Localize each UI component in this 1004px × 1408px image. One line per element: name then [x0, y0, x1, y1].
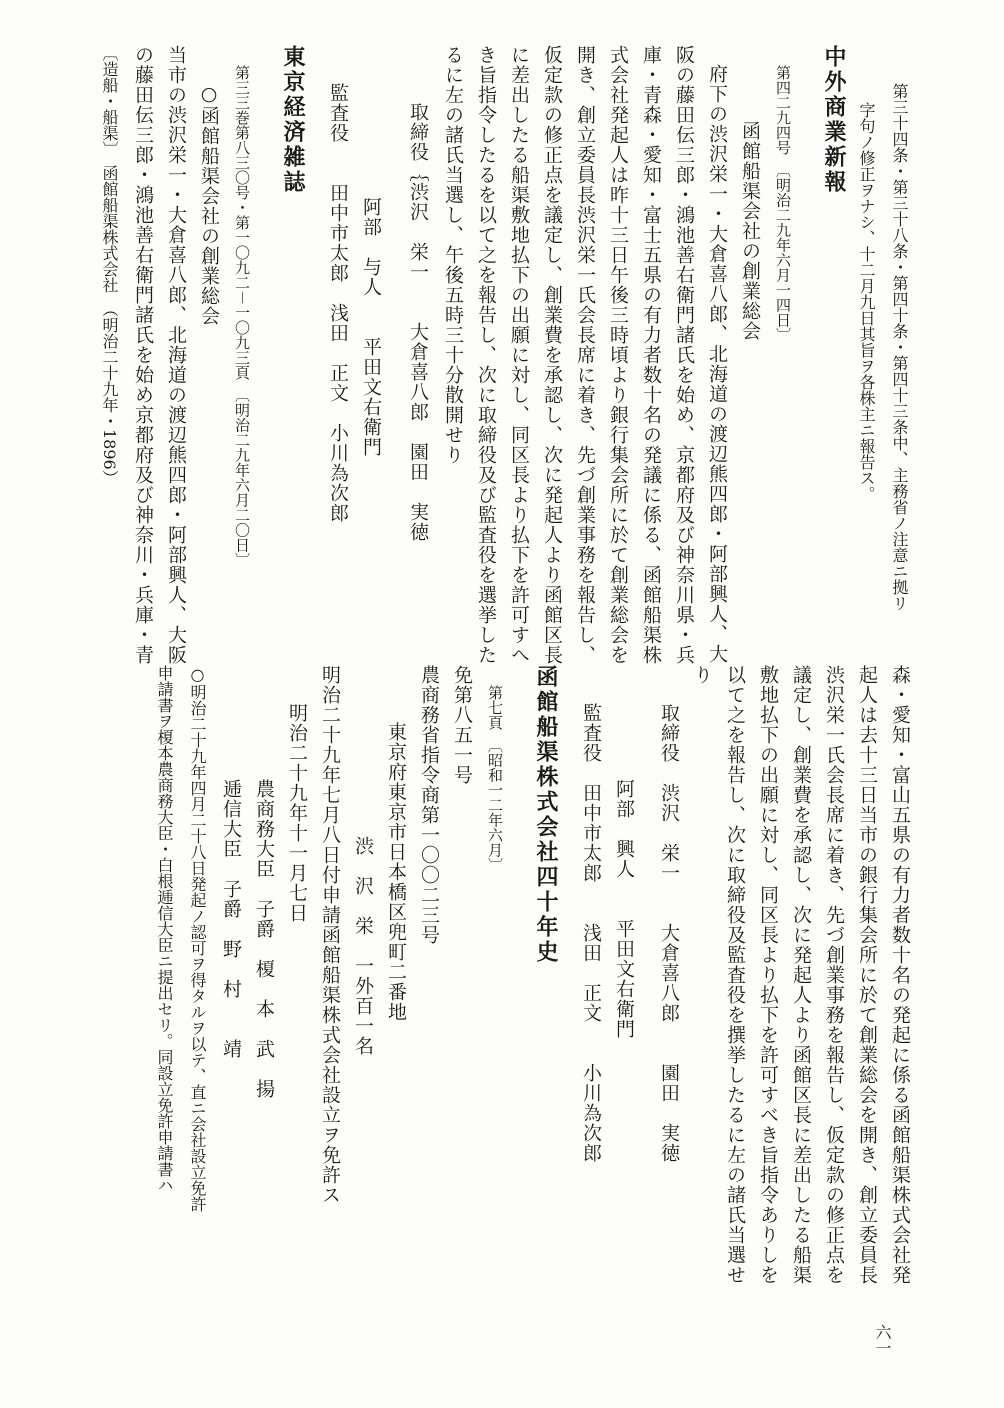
source1-body-line: るに左の諸氏当選し、午後五時三十分散開せり	[442, 45, 464, 465]
source1-body-line: 式会社発起人は昨十三日午後三時頃より銀行集会所に於て創業総会を	[607, 45, 629, 665]
page-number: 六一	[873, 1324, 892, 1356]
cont-body-line: り	[691, 665, 713, 685]
applicant-name: 渋 沢 栄 一外百一名	[352, 836, 374, 1056]
bottom-auditors: 監査役 田中市太郎 浅田 正文 小川為次郎	[580, 703, 602, 1163]
source1-body-line: 仮定款の修正点を議定し、創業費を承認し、次に発起人より函館区長	[541, 45, 563, 665]
applicant-address: 東京府東京市日本橋区兜町二番地	[385, 722, 407, 1022]
source1-body-line: き旨指令したるを以て之を報告し、次に取締役及び監査役を選挙した	[475, 45, 497, 665]
source2-headline: ○函館船渠会社の創業総会	[198, 83, 220, 326]
permit-line: 明治二十九年七月八日付申請函館船渠株式会社設立ヲ免許ス	[319, 665, 341, 1205]
carry-line-1: 第三十四条・第三十八条・第四十条・第四十三条中、主務省ノ注意ニ拠リ	[890, 83, 909, 611]
doc-number-2: 農商務省指令商第一〇〇二三号	[418, 665, 440, 945]
source1-body-line: 開き、創立委員長渋沢栄一氏会長席に着き、先づ創業事務を報告し、	[574, 45, 596, 665]
cont-body-line: 議定し、創業費を承認し、次に発起人より函館区長に差出したる船渠	[790, 665, 812, 1285]
cont-body-line: 渋沢栄一氏会長席に着き、先づ創業事務を報告し、仮定款の修正点を	[823, 665, 845, 1285]
source1-body-line: 阪の藤田伝三郎・鴻池善右衛門諸氏を始め、京都府及び神奈川県・兵	[673, 45, 695, 665]
source2-title: 東京経済雑誌	[280, 45, 306, 195]
cont-body-line: 以て之を報告し、次に取締役及監査役を撰挙したるに左の諸氏当選せ	[724, 665, 746, 1285]
source1-title: 中外商業新報	[821, 45, 847, 195]
source1-auditors: 監査役 田中市太郎 浅田 正文 小川為次郎	[327, 83, 349, 523]
directors-label: 取締役	[407, 102, 429, 162]
brace-icon: ︷	[407, 162, 429, 182]
doc-number-1: 免第八五一号	[451, 665, 473, 785]
top-section	[75, 45, 916, 665]
cont-body-line: 敷地払下の出願に対し、同区長より払下を許可すべき旨指令ありしを	[757, 665, 779, 1285]
source1-body-line: 庫・青森・愛知・富士五県の有力者数十名の発議に係る、函館船渠株	[640, 45, 662, 665]
bottom-section	[148, 665, 916, 1355]
source1-body-line: 府下の渋沢栄一・大倉喜八郎、北海道の渡辺熊四郎・阿部興人、大	[706, 64, 728, 664]
note-line-1: ○明治二十九年四月二十八日発起ノ認可ヲ得タルヲ以テ、直ニ会社設立免許	[188, 665, 207, 1212]
carry-line-2: 字句ノ修正ヲナシ、十二月九日其旨ヲ各株主ニ報告ス。	[857, 102, 876, 502]
cont-body-line: 森・愛知・富山五県の有力者数十名の発起に係る函館船渠株式会社発	[889, 665, 911, 1285]
source1-headline: 函館船渠会社の創業総会	[739, 121, 761, 341]
source1-body-line: に差出したる船渠敷地払下の出願に対し、同区長より払下を許可すへ	[508, 45, 530, 665]
bottom-directors: 取締役 渋沢 栄一 大倉喜八郎 園田 実徳	[658, 703, 680, 1163]
source3-cite: 第七頁 〔昭和一二年六月〕	[486, 685, 504, 873]
source2-body-line: 当市の渋沢栄一・大倉喜八郎、北海道の渡辺熊四郎・阿部興人、大阪	[165, 45, 187, 665]
bottom-directors-row-2: 阿部 興人 平田文右衛門	[613, 779, 635, 1039]
source2-body-line: の藤田伝三郎・鴻池善右衛門諸氏を始め京都府及び神奈川・兵庫・青	[132, 45, 154, 665]
directors-row-1: 渋沢 栄一 大倉喜八郎 園田 実徳	[407, 182, 429, 542]
cont-body-line: 起人は去十三日当市の銀行集会所に於て創業総会を開き、創立委員長	[856, 665, 878, 1285]
source2-cite: 第三三巻第八三〇号・第一〇九二－一〇九三頁 〔明治二九年六月二〇日〕	[233, 65, 251, 568]
source3-title: 函館船渠株式会社四十年史	[533, 665, 559, 965]
note-line-2: 申請書ヲ榎本農商務大臣・白根逓信大臣ニ提出セリ。同設立免許申請書ハ	[155, 665, 174, 1193]
permit-date: 明治二十九年十一月七日	[286, 703, 308, 923]
source1-directors-label	[399, 45, 436, 645]
minister-1: 農商務大臣 子爵 榎 本 武 揚	[253, 779, 275, 1099]
page-footer-caption: 〔造船・船渠〕 函館船渠株式会社 （明治二十九年・1896）	[100, 45, 119, 486]
source1-cite: 第四二九四号 〔明治二九年六月一四日〕	[774, 65, 792, 343]
source1-directors-row-2: 阿部 与人 平田文右衛門	[360, 197, 382, 457]
minister-2: 逓信大臣 子爵 野 村 靖	[220, 779, 242, 1059]
